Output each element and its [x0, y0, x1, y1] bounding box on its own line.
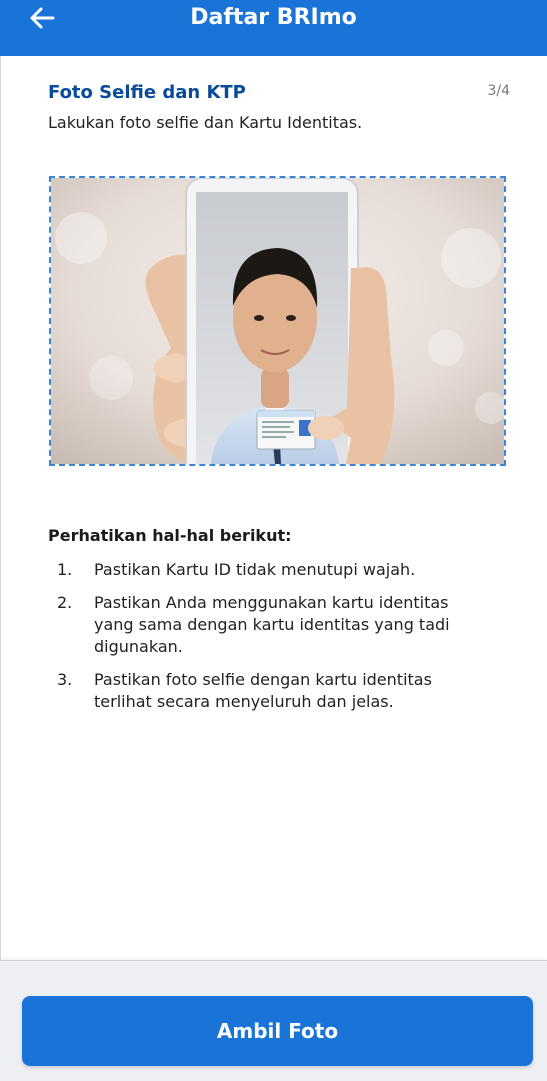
notes-title: Perhatikan hal-hal berikut:	[48, 526, 292, 545]
app-header	[0, 0, 547, 56]
list-item-number: 2.	[57, 593, 73, 612]
list-item-text: Pastikan Kartu ID tidak menutupi wajah.	[94, 560, 416, 579]
list-item	[57, 559, 477, 581]
page-title: Daftar BRImo	[190, 5, 357, 30]
selfie-illustration-image	[51, 178, 504, 464]
list-item	[57, 592, 477, 658]
step-counter: 3/4	[487, 83, 510, 99]
selfie-ktp-illustration	[49, 176, 506, 466]
list-item-text: Pastikan foto selfie dengan kartu identitas terlihat secara menyeluruh dan jelas.	[94, 670, 432, 711]
list-item-text: Pastikan Anda menggunakan kartu identitas yang sama dengan kartu identitas yang tadi digunakan.	[94, 593, 450, 656]
list-item-number: 3.	[57, 670, 73, 689]
take-photo-button[interactable]: Ambil Foto	[22, 996, 533, 1066]
step-description: Lakukan foto selfie dan Kartu Identitas.	[48, 113, 363, 132]
main-content	[0, 56, 547, 960]
step-title: Foto Selfie dan KTP	[48, 82, 246, 103]
list-item	[57, 669, 477, 713]
list-item-number: 1.	[57, 560, 73, 579]
notes-list	[57, 559, 477, 724]
